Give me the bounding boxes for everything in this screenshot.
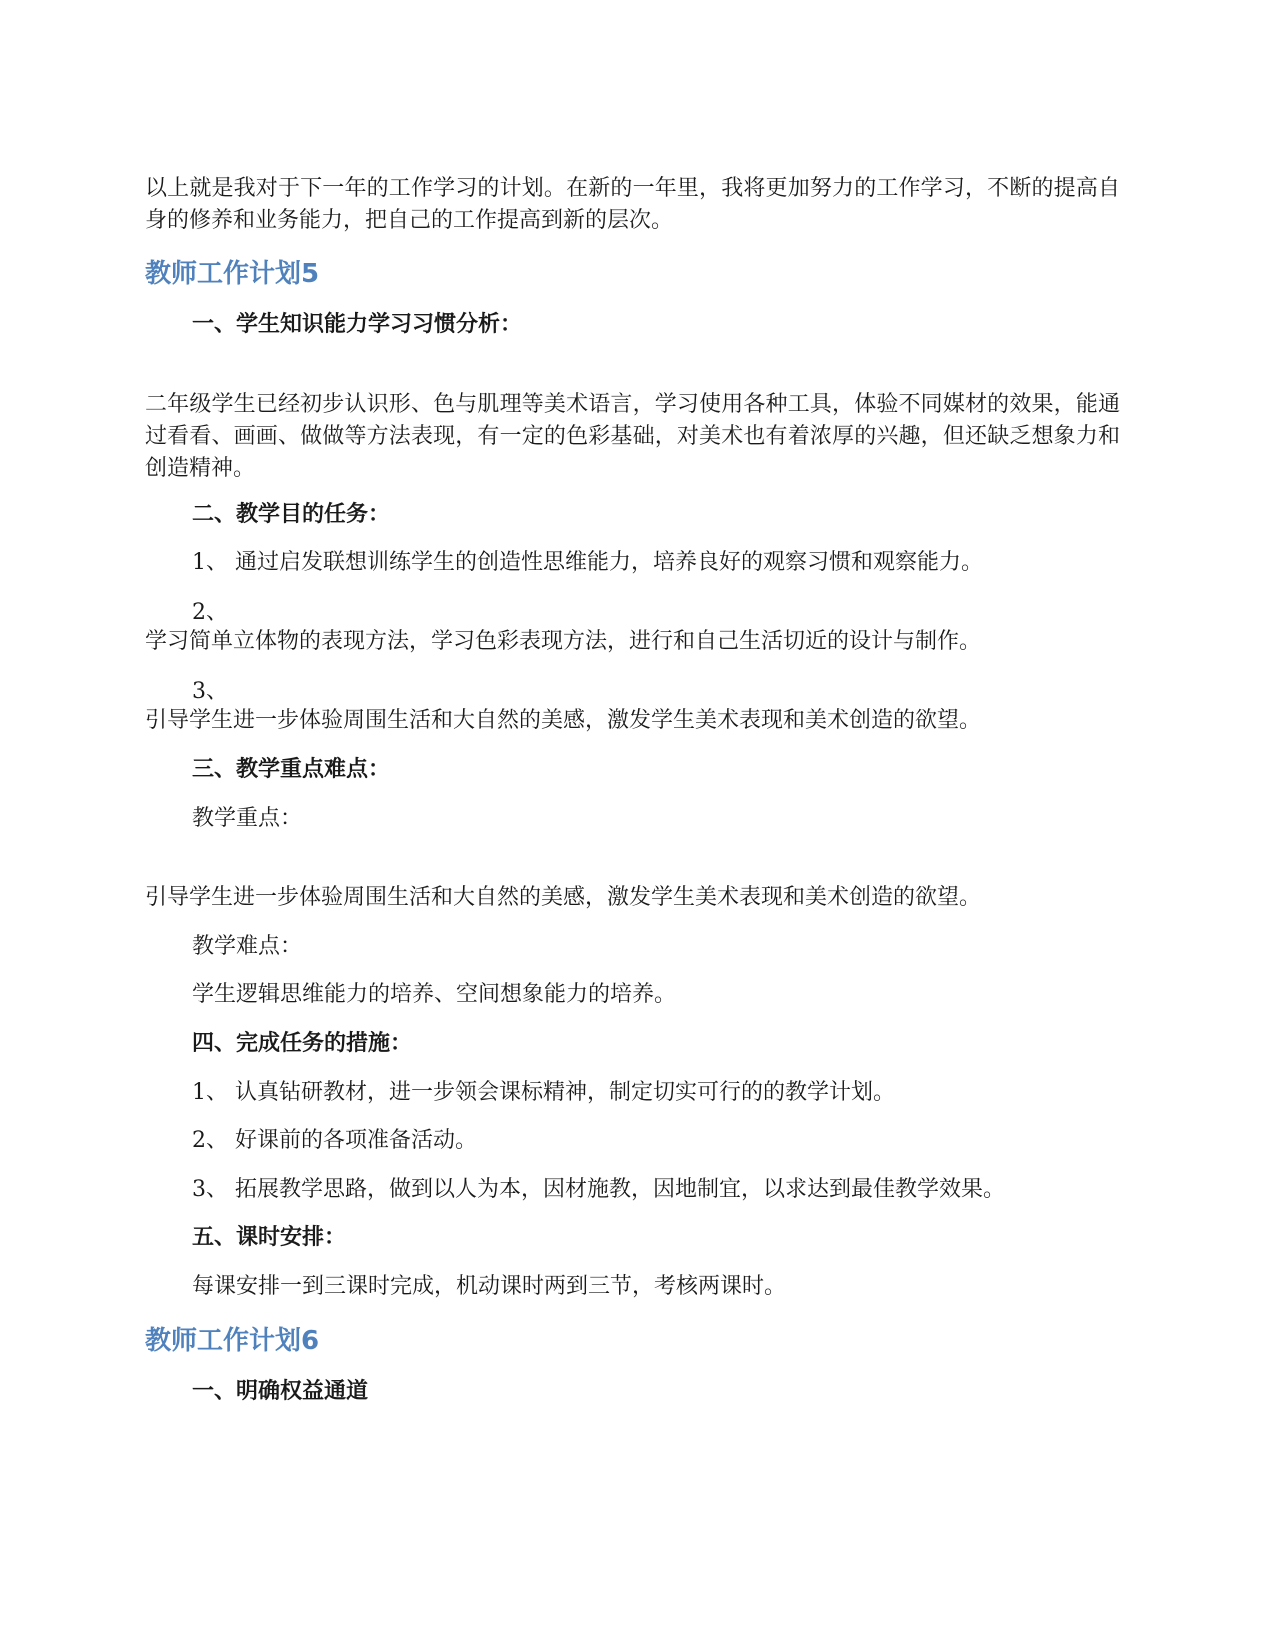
plan5-section4-item3: 3、 拓展教学思路，做到以人为本，因材施教，因地制宜，以求达到最佳教学效果。: [192, 1177, 1005, 1202]
plan5-section1-heading: 一、学生知识能力学习习惯分析：: [192, 312, 523, 337]
plan6-title: 教师工作计划6: [145, 1326, 320, 1356]
plan5-section4-item1: 1、 认真钻研教材，进一步领会课标精神，制定切实可行的的教学计划。: [192, 1080, 895, 1105]
plan5-section2-item3-text: 引导学生进一步体验周围生活和大自然的美感，激发学生美术表现和美术创造的欲望。: [145, 708, 982, 733]
plan5-section2-item3-number: 3、: [192, 679, 228, 704]
plan5-title: 教师工作计划5: [145, 259, 320, 289]
plan5-section5-text: 每课安排一到三课时完成，机动课时两到三节，考核两课时。: [192, 1274, 787, 1299]
plan5-section2-item1: 1、 通过启发联想训练学生的创造性思维能力，培养良好的观察习惯和观察能力。: [192, 550, 983, 575]
plan5-section2-heading: 二、教学目的任务：: [192, 502, 391, 527]
plan5-section3-heading: 三、教学重点难点：: [192, 757, 391, 782]
plan5-key-points-text: 引导学生进一步体验周围生活和大自然的美感，激发学生美术表现和美术创造的欲望。: [145, 885, 982, 910]
plan5-difficulties-label: 教学难点：: [192, 934, 303, 959]
intro-paragraph: 以上就是我对于下一年的工作学习的计划。在新的一年里，我将更加努力的工作学习，不断的提高自身的修养和业务能力，把自己的工作提高到新的层次。: [145, 176, 1120, 233]
plan5-difficulties-text: 学生逻辑思维能力的培养、空间想象能力的培养。: [192, 982, 677, 1007]
plan5-section2-item2-number: 2、: [192, 600, 228, 625]
plan5-section4-heading: 四、完成任务的措施：: [192, 1031, 413, 1056]
plan5-section4-item2: 2、 好课前的各项准备活动。: [192, 1128, 477, 1153]
plan5-section5-heading: 五、课时安排：: [192, 1225, 347, 1250]
plan6-section1-heading: 一、明确权益通道: [192, 1379, 369, 1404]
plan5-key-points-label: 教学重点：: [192, 806, 303, 831]
plan5-section1-body: 二年级学生已经初步认识形、色与肌理等美术语言，学习使用各种工具，体验不同媒材的效果，能通过看看、画画、做做等方法表现，有一定的色彩基础，对美术也有着浓厚的兴趣，但还缺乏想象力和创造精神。: [145, 392, 1120, 481]
plan5-section2-item2-text: 学习简单立体物的表现方法，学习色彩表现方法，进行和自己生活切近的设计与制作。: [145, 629, 982, 654]
